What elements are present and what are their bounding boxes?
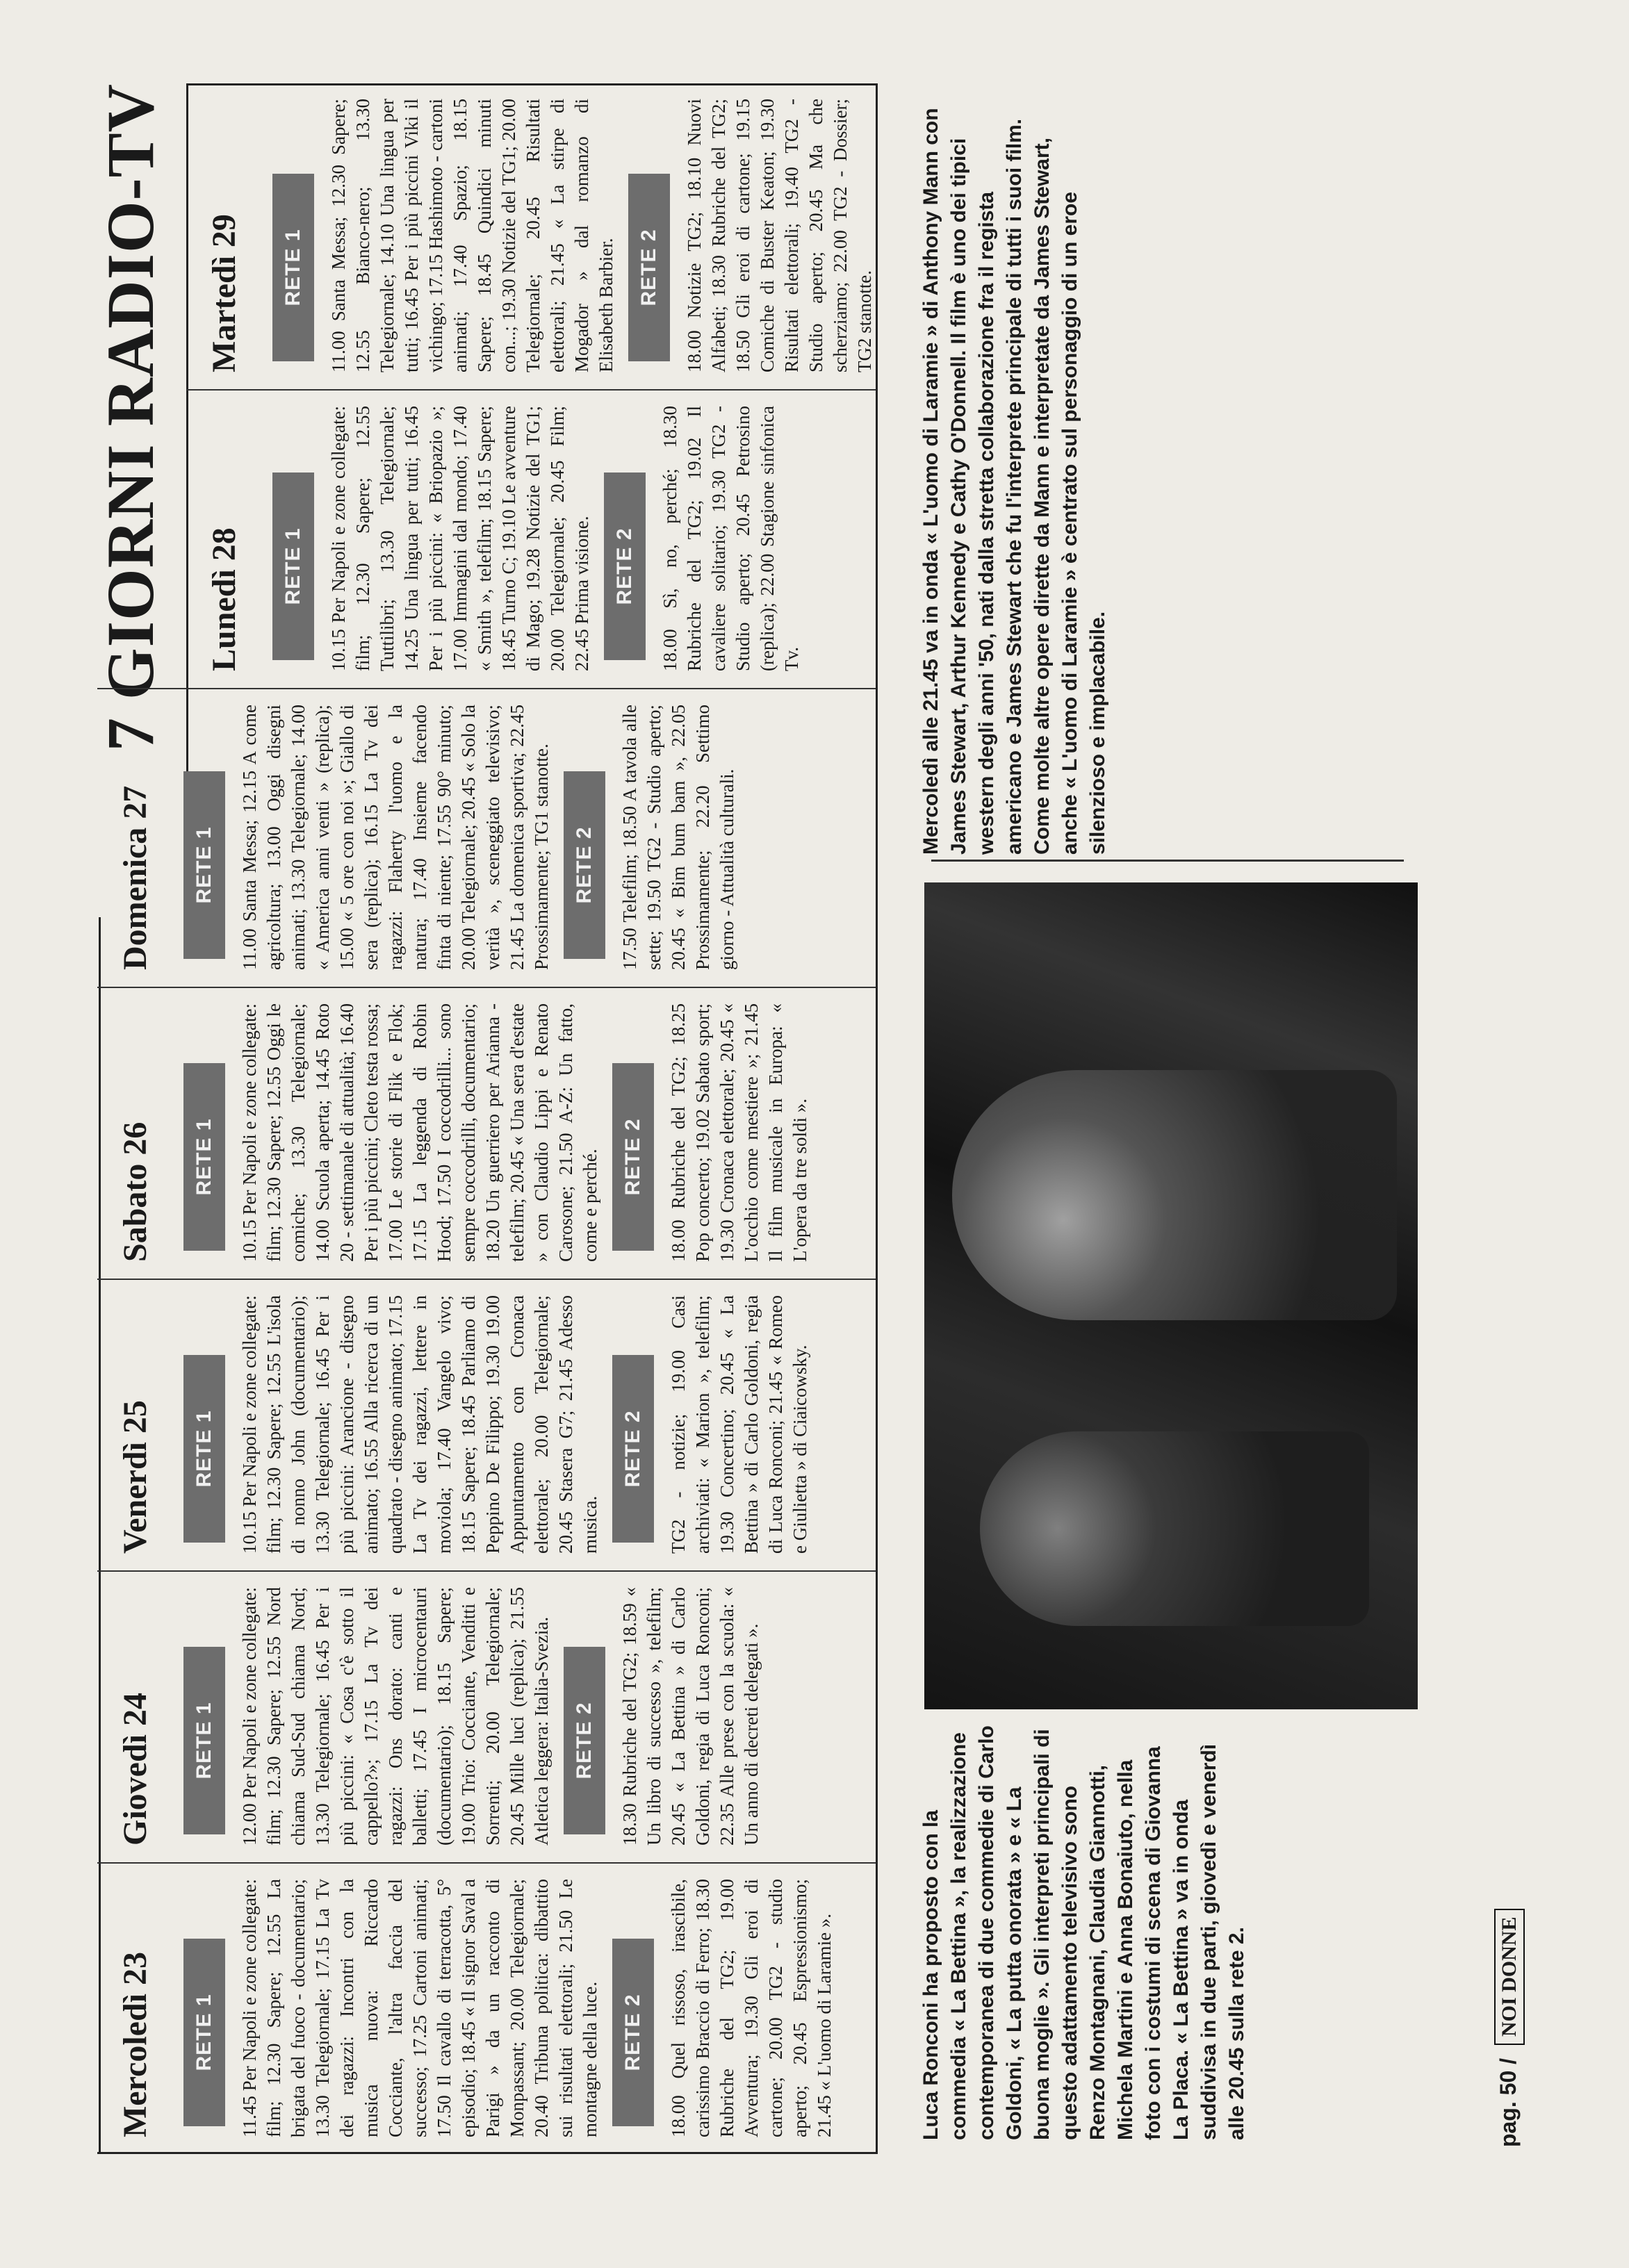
rete-2-badge: RETE 2 <box>604 472 646 660</box>
day-column-giovedi <box>97 1570 876 1862</box>
rete-1-programme: 11.00 Santa Messa; 12.30 Sapere; 12.55 Bianco-nero; 13.30 Telegiornale; 14.10 Una lingua per tutti; 16.45 Per i più piccini Viki il vichingo; 17.15 Hashimoto - cartoni animati; 17.40 Spazio; 18.15 Sapere; 18.45 Quindici minuti con...; 19.30 Notizie del TG1; 20.00 Telegiornale; 20.45 Risultati elettorali; 21.45 « La stirpe di Mogador » dal romanzo di Elisabeth Barbier. <box>328 99 616 372</box>
frame-bottom-rule <box>876 83 878 2154</box>
rete-1-programme: 11.45 Per Napoli e zone collegate: film; 12.30 Sapere; 12.55 La brigata del fuoco - documentario; 13.30 Telegiornale; 17.15 La Tv dei ragazzi: Incontri con la musica nuova: Riccardo Cocciante, l'altra faccia del successo; 17.25 Cartoni animati; 17.50 Il cavallo di terracotta, 5° episodio; 18.45 « Il signor Saval a Parigi » da un racconto di Monpassant; 20.00 Telegiornale; 20.40 Tribuna politica: dibattito sui risultati elettorali; 21.50 Le montagne della luce. <box>239 1879 600 2137</box>
rete-1-badge: RETE 1 <box>272 472 314 660</box>
rete-2-badge: RETE 2 <box>628 174 670 361</box>
day-column-venerdi <box>97 1279 876 1570</box>
day-heading: Giovedì 24 <box>117 1692 154 1846</box>
rete-2-programme: 18.30 Rubriche del TG2; 18.59 « Un libro di successo », telefilm; 20.45 « La Bettina » di Carlo Goldoni, regia di Luca Ronconi; 22.35 Alle prese con la scuola: « Un anno di decreti delegati ». <box>619 1587 762 1846</box>
rete-2-programme: 18.00 Sì, no, perché; 18.30 Rubriche del TG2; 19.02 Il cavaliere solitario; 19.30 TG2 - Studio aperto; 20.45 Petrosino (replica); 22.00 Stagione sinfonica Tv. <box>660 406 802 671</box>
rete-1-badge: RETE 1 <box>183 1063 225 1251</box>
rete-1-badge: RETE 1 <box>183 1647 225 1834</box>
photo-figure-right <box>952 1070 1397 1320</box>
rete-1-programme: 11.00 Santa Messa; 12.15 A come agricoltura; 13.00 Oggi disegni animati; 13.30 Telegiornale; 14.00 « America anni venti » (replica); 15.00 « 5 ore con noi »; Giallo di sera (replica); 16.15 La Tv dei ragazzi: Flaherty l'uomo e la natura; 17.40 Insieme facendo finta di niente; 17.55 90° minuto; 20.00 Telegiornale; 20.45 « Solo la verità », sceneggiato televisivo; 21.45 La domenica sportiva; 22.45 Prossimamente; TG1 stanotte. <box>239 705 552 970</box>
caption-la-bettina: Luca Ronconi ha proposto con la commedia « La Bettina », la realizzazione contemporanea di due commedie di Carlo Goldoni, « La putta onorata » e « La buona moglie ». Gli interpreti principali di questo adattamento televisivo sono Renzo Montagnani, Claudia Giannotti, Michela Martini e Anna Bonaiuto, nella foto con i costumi di scena di Giovanna La Placa. « La Bettina » va in onda suddivisa in due parti, giovedì e venerdì alle 20.45 sulla rete 2. <box>919 1725 1248 2140</box>
caption-uomo-di-laramie: Mercoledì alle 21.45 va in onda « L'uomo di Laramie » di Anthony Mann con James Stewart, Arthur Kennedy e Cathy O'Donnell. Il film è uno dei tipici western degli anni '50, nati dalla stretta collaborazione fra il regista americano e James Stewart che fu l'interprete principale di tutti i suoi film. Come molte altre opere dirette da Mann e interpretate da James Stewart, anche « L'uomo di Laramie » è centrato sul personaggio di un eroe silenzioso e implacabile. <box>919 108 1109 855</box>
day-heading: Lunedì 28 <box>206 527 243 671</box>
rete-1-badge: RETE 1 <box>272 174 314 361</box>
rete-2-programme: 18.00 Notizie TG2; 18.10 Nuovi Alfabeti; 18.30 Rubriche del TG2; 18.50 Gli eroi di cartone; 19.15 Comiche di Buster Keaton; 19.30 Risultati elettorali; 19.40 TG2 - Studio aperto; 20.45 Ma che scherziamo; 22.00 TG2 - Dossier; TG2 stanotte. <box>684 99 875 372</box>
rete-2-badge: RETE 2 <box>612 1939 654 2126</box>
photo-la-bettina <box>924 882 1418 1709</box>
rete-1-badge: RETE 1 <box>183 1939 225 2126</box>
day-column-sabato <box>97 987 876 1279</box>
day-heading: Sabato 26 <box>117 1121 154 1262</box>
photo-figure-left <box>980 1431 1369 1626</box>
rete-2-programme: 18.00 Rubriche del TG2; 18.25 Pop concerto; 19.02 Sabato sport; 19.30 Cronaca elettorale; 20.45 « L'occhio come mestiere »; 21.45 Il film musicale in Europa: « L'opera da tre soldi ». <box>668 1003 810 1262</box>
rete-2-badge: RETE 2 <box>564 1647 605 1834</box>
rete-1-badge: RETE 1 <box>183 771 225 959</box>
rete-1-programme: 10.15 Per Napoli e zone collegate: film; 12.30 Sapere; 12.55 L'isola di nonno John (documentario); 13.30 Telegiornale; 16.45 Per i più piccini: Arancione - disegno animato; 16.55 Alla ricerca di un quadrato - disegno animato; 17.15 La Tv dei ragazzi, lettere in moviola; 17.40 Vangelo vivo; 18.15 Sapere; 18.45 Parliamo di Peppino De Filippo; 19.30 19.00 Appuntamento con Cronaca elettorale; 20.00 Telegiornale; 20.45 Stasera G7; 21.45 Adesso musica. <box>239 1295 600 1554</box>
rete-2-badge: RETE 2 <box>612 1355 654 1543</box>
footer-separator: / <box>1496 2057 1521 2064</box>
rete-1-programme: 10.15 Per Napoli e zone collegate: film; 12.30 Sapere; 12.55 Oggi le comiche; 13.30 Telegiornale; 14.00 Scuola aperta; 14.45 Roto 20 - settimanale di attualità; 16.40 Per i più piccini; Cleto testa rossa; 17.00 Le storie di Flik e Flok; 17.15 La leggenda di Robin Hood; 17.50 I coccodrilli... sono sempre coccodrilli, documentario; 18.20 Un guerriero per Arianna - telefilm; 20.45 « Una sera d'estate » con Claudio Lippi e Renato Carosone; 21.50 A-Z: Un fatto, come e perché. <box>239 1003 600 1262</box>
day-heading: Mercoledì 23 <box>117 1951 154 2137</box>
magazine-logo: NOI DONNE <box>1494 1909 1525 2046</box>
day-column-domenica <box>97 688 876 987</box>
page-footer <box>1487 1909 1529 2147</box>
page-number: pag. 50 <box>1496 2070 1521 2147</box>
day-heading: Venerdì 25 <box>117 1400 154 1554</box>
rete-2-programme: 18.00 Quel rissoso, irascibile, carissimo Braccio di Ferro; 18.30 Rubriche del TG2; 19.00 Avventura; 19.30 Gli eroi di cartone; 20.00 TG2 - studio aperto; 20.45 Espressionismo; 21.45 « L'uomo di Laramie ». <box>668 1879 835 2137</box>
rotated-page-sheet <box>93 83 1543 2154</box>
rete-1-badge: RETE 1 <box>183 1355 225 1543</box>
day-column-lunedi <box>186 389 876 688</box>
day-heading: Martedì 29 <box>206 214 243 372</box>
rete-2-programme: TG2 - notizie; 19.00 Casi archiviati: « Marion », telefilm; 19.30 Concertino; 20.45 « La Bettina » di Carlo Goldoni, regia di Luca Ronconi; 21.45 « Romeo e Giulietta » di Ciaicowsky. <box>668 1295 810 1554</box>
rete-1-programme: 12.00 Per Napoli e zone collegate: film; 12.30 Sapere; 12.55 Nord chiama Sud-Sud chiama Nord; 13.30 Telegiornale; 16.45 Per i più piccini: « Cosa c'è sotto il cappello?»; 17.15 La Tv dei ragazzi: Ons dorato: canti e balletti; 17.45 I microcentauri (documentario); 18.15 Sapere; 19.00 Trio: Cocciante, Venditti e Sorrenti; 20.00 Telegiornale; 20.45 Mille luci (replica); 21.55 Atletica leggera: Italia-Svezia. <box>239 1587 552 1846</box>
caption-divider <box>931 860 1404 862</box>
rete-2-badge: RETE 2 <box>564 771 605 959</box>
day-column-martedi <box>186 83 876 389</box>
day-column-mercoledi <box>97 1862 876 2154</box>
day-heading: Domenica 27 <box>117 785 154 970</box>
rete-2-badge: RETE 2 <box>612 1063 654 1251</box>
rete-2-programme: 17.50 Telefilm; 18.50 A tavola alle sette; 19.50 TG2 - Studio aperto; 20.45 « Bim bum bam », 22.05 Prossimamente; 22.20 Settimo giorno - Attualità culturali. <box>619 705 737 970</box>
page-title: 7 GIORNI RADIO-TV <box>93 83 167 752</box>
rete-1-programme: 10.15 Per Napoli e zone collegate: film; 12.30 Sapere; 12.55 Tuttilibri; 13.30 Telegiornale; 14.25 Una lingua per tutti; 16.45 Per i più piccini: « Briopazio »; 17.00 Immagini dal mondo; 17.40 « Smith », telefilm; 18.15 Sapere; 18.45 Turno C; 19.10 Le avventure di Mago; 19.28 Notizie del TG1; 20.00 Telegiornale; 20.45 Film; 22.45 Prima visione. <box>328 406 592 671</box>
